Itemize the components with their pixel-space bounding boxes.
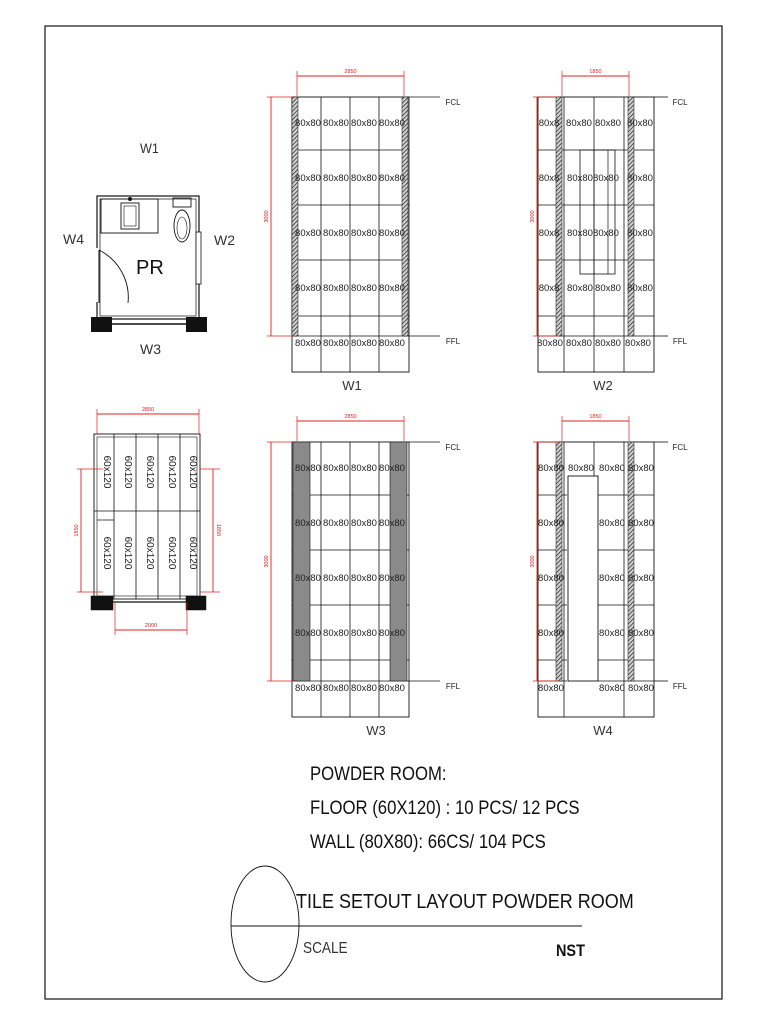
wall-label-w3: W3 (140, 341, 161, 357)
tile-label: 80x8 (538, 118, 560, 129)
tile-label: 80x80 (323, 338, 349, 349)
ffl-label: FFL (672, 337, 688, 346)
dimension-text: 2850 (344, 414, 357, 420)
floor-tile-label: 60x120 (101, 536, 112, 570)
tile-label: 80x80 (351, 518, 377, 529)
elevation-title: W1 (342, 378, 362, 393)
fcl-label: FCL (672, 98, 688, 107)
shaded-column (390, 442, 407, 681)
shaded-column (293, 442, 310, 681)
tile-label: 80x80 (595, 338, 621, 349)
tile-label: 80x80 (351, 338, 377, 349)
tile-label: 80x8 (538, 173, 560, 184)
elevation-title: W4 (593, 723, 613, 738)
notes-floor: FLOOR (60X120) : 10 PCS/ 12 PCS (310, 798, 580, 819)
tile-label: 80x80 (295, 463, 321, 474)
tile-label: 80x80 (295, 338, 321, 349)
tile-label: 80x80 (379, 463, 405, 474)
tile-label: 80x80 (628, 628, 654, 639)
dimension-text: 1850 (589, 414, 602, 420)
tile-label: 80x80 (593, 228, 619, 239)
dimension-text: 2850 (141, 407, 155, 413)
title-block-circle (231, 866, 299, 982)
tile-label: 80x80 (323, 683, 349, 694)
tile-label: 80x8 (538, 283, 560, 294)
tile-label: 80x80 (567, 228, 593, 239)
floor-tile-label: 60x120 (187, 455, 198, 489)
tile-label: 80x80 (538, 628, 564, 639)
floor-tile-label: 60x120 (144, 455, 155, 489)
dimension-text: 2000 (144, 623, 158, 629)
tile-label: 80x80 (379, 338, 405, 349)
wall-label-w1: W1 (140, 140, 159, 157)
tile-label: 80x80 (379, 118, 405, 129)
room-label: PR (136, 257, 164, 279)
tile-label: 80x80 (627, 283, 653, 294)
tile-label: 80x80 (351, 683, 377, 694)
tile-label: 80x80 (379, 683, 405, 694)
notes-block (310, 758, 580, 860)
dimension-text: 2850 (344, 69, 357, 75)
notes-title: POWDER ROOM: (310, 764, 447, 785)
window-icon (196, 232, 201, 284)
column-block (186, 596, 206, 610)
hatched-column (628, 442, 634, 681)
tile-label: 80x80 (625, 338, 651, 349)
floor-tile-label: 60x120 (187, 536, 198, 570)
tile-label: 80x80 (568, 463, 594, 474)
tile-label: 80x80 (599, 518, 625, 529)
tile-label: 80x80 (351, 283, 377, 294)
fcl-label: FCL (445, 98, 461, 107)
basin-icon (121, 203, 139, 229)
tile-label: 80x80 (379, 228, 405, 239)
tile-label: 80x80 (351, 573, 377, 584)
tile-label: 80x80 (567, 283, 593, 294)
dimension-text: 1850 (589, 69, 602, 75)
door-opening (568, 476, 598, 681)
tile-label: 80x80 (351, 463, 377, 474)
scale-label: SCALE (303, 940, 348, 957)
tile-label: 80x80 (351, 118, 377, 129)
fcl-label: FCL (445, 443, 461, 452)
tile-label: 80x80 (295, 573, 321, 584)
tile-label: 80x80 (595, 283, 621, 294)
tile-label: 80x80 (595, 118, 621, 129)
tile-label: 80x80 (295, 683, 321, 694)
elevation-w3 (264, 414, 461, 738)
ffl-label: FFL (445, 682, 461, 691)
tile-label: 80x80 (599, 683, 625, 694)
floor-tile-label: 60x120 (122, 536, 133, 570)
vanity-counter (101, 199, 158, 233)
floor-tile-label: 60x120 (166, 536, 177, 570)
tile-label: 80x80 (538, 573, 564, 584)
toilet-icon (173, 198, 191, 242)
dimension-text: 3000 (264, 210, 270, 223)
floor-tile-label: 60x120 (166, 455, 177, 489)
tile-label: 80x80 (379, 283, 405, 294)
door-swing-icon (97, 248, 128, 303)
tile-label: 80x80 (538, 518, 564, 529)
tile-label: 80x80 (379, 573, 405, 584)
dimension-text: 1850 (215, 523, 221, 537)
ffl-label: FFL (672, 682, 688, 691)
tile-label: 80x8 (538, 228, 560, 239)
hatched-column (402, 97, 408, 336)
dimension-text: 3000 (530, 210, 536, 223)
tile-label: 80x80 (628, 518, 654, 529)
wall-label-w4: W4 (63, 231, 84, 247)
tile-label: 80x80 (567, 173, 593, 184)
ffl-label: FFL (445, 337, 461, 346)
tile-label: 80x80 (379, 628, 405, 639)
hatched-column (292, 97, 298, 336)
floor-tile-plan (74, 407, 221, 635)
hatched-column (628, 97, 634, 336)
tile-label: 80x80 (628, 463, 654, 474)
tile-label: 80x80 (379, 518, 405, 529)
column-block (186, 317, 207, 332)
drawing-title: TILE SETOUT LAYOUT POWDER ROOM (296, 891, 634, 913)
dimension-text: 3000 (264, 555, 270, 568)
tile-label: 80x80 (323, 573, 349, 584)
tile-label: 80x80 (538, 463, 564, 474)
tile-label: 80x80 (351, 173, 377, 184)
mirror-outline (580, 150, 615, 274)
fcl-label: FCL (672, 443, 688, 452)
tile-label: 80x80 (628, 573, 654, 584)
tile-label: 80x80 (295, 628, 321, 639)
tile-label: 80x80 (323, 463, 349, 474)
tile-label: 80x80 (323, 173, 349, 184)
tile-label: 80x80 (627, 173, 653, 184)
tile-label: 80x80 (323, 518, 349, 529)
elevation-w2 (530, 69, 688, 393)
tile-label: 80x80 (599, 628, 625, 639)
floor-tile-label: 60x120 (122, 455, 133, 489)
tile-label: 80x80 (566, 338, 592, 349)
tile-label: 80x80 (599, 573, 625, 584)
tile-label: 80x80 (537, 338, 563, 349)
elevation-w1 (264, 69, 461, 393)
tile-label: 80x80 (593, 173, 619, 184)
tile-label: 80x80 (323, 628, 349, 639)
tile-label: 80x80 (295, 173, 321, 184)
tile-label: 80x80 (323, 228, 349, 239)
hatched-column (556, 97, 562, 336)
floor-tile-label: 60x120 (101, 455, 112, 489)
wall-elevations (264, 69, 688, 738)
scale-value: NST (556, 941, 585, 960)
hatched-column (556, 442, 562, 681)
tile-label: 80x80 (379, 173, 405, 184)
notes-wall: WALL (80X80): 66CS/ 104 PCS (310, 832, 546, 853)
tile-label: 80x80 (538, 683, 564, 694)
tile-label: 80x80 (599, 463, 625, 474)
room-plan (63, 140, 235, 357)
column-block (91, 596, 113, 610)
tile-label: 80x80 (295, 118, 321, 129)
tile-label: 80x80 (566, 118, 592, 129)
tile-label: 80x80 (295, 228, 321, 239)
tile-label: 80x80 (627, 228, 653, 239)
tile-label: 80x80 (628, 683, 654, 694)
elevation-title: W2 (593, 378, 613, 393)
floor-tile-label: 60x120 (144, 536, 155, 570)
tile-label: 80x80 (627, 118, 653, 129)
tile-label: 80x80 (323, 118, 349, 129)
dimension-text: 1850 (74, 524, 80, 537)
tile-label: 80x80 (351, 628, 377, 639)
tile-label: 80x80 (351, 228, 377, 239)
wall-label-w2: W2 (214, 232, 235, 248)
tile-label: 80x80 (323, 283, 349, 294)
dimension-text: 3000 (530, 555, 536, 568)
tile-label: 80x80 (295, 518, 321, 529)
elevation-title: W3 (366, 723, 386, 738)
tile-label: 80x80 (295, 283, 321, 294)
column-block (91, 317, 112, 332)
elevation-w4 (530, 414, 688, 738)
